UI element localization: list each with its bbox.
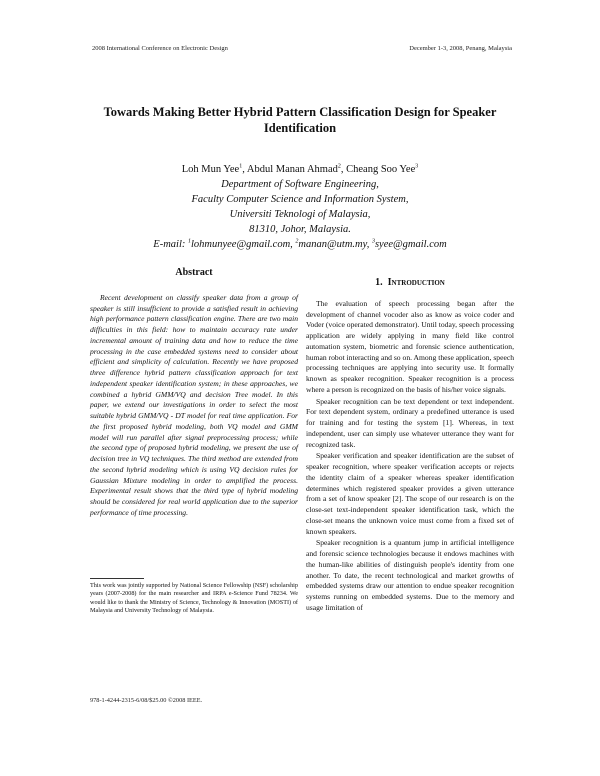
right-column <box>306 268 514 615</box>
intro-paragraph-3: Speaker verification and speaker identification are the subset of speaker recognition, where speaker verification accepts or rejects the identity claim of a speaker whereas speaker identification determines which registered speaker provides a given utterance from a set of know speaker [2]. The scope of our research is on the close-set text-independent speaker identification task, which the close-set means the unknown voice must come from a fixed set of known speakers. <box>306 451 514 536</box>
abstract-body: Recent development on classify speaker data from a group of speaker is still insufficient to provide a satisfied result in achieving high performance pattern classification engine. There are two main difficulties in this field: how to maintain accuracy rate under incremental amount of training data and how to reduce the time processing in the case embedded systems need to consider about efficient and simplicity of calculation. Recently we have proposed three difference hybrid pattern classification approach for text independent speaker identification system; in these approaches, we combined a hybrid GMM/VQ and decision Tree model. In this paper, we extend our investigations in order to select the most suitable hybrid GMM/VQ - DT model for real time application. For the first proposed hybrid modeling, both VQ model and GMM model will run parallel after signal preprocessing process; while the second type of proposed hybrid modeling, we present the use of decision tree in VQ techniques. The third method are extended from the second hybrid modeling which is using VQ decision rules for Gaussian Mixture modeling in order to amplified the process. Experimental result shows that the third type of hybrid modeling should be considered for real world application due to the superior performance of time processing. <box>90 292 298 517</box>
section-heading-introduction: 1. Introduction <box>375 277 445 288</box>
author-emails: E-mail: $^1$lohmunyee@gmail.com, $^2$manan@utm.my, $^3$syee@gmail.com <box>153 238 447 250</box>
intro-paragraph-1: The evaluation of speech processing began after the development of channel vocoder also as know as voice coder and Voder (voice operated demonstrator). Until today, speech processing application are widely applying in many field like control automation system, biometric and forensic science authentication, human robot interacting and so on. Among these application, speech processing techniques are applying into security use. It formally known as speaker recognition. Speaker recognition is a process where a person is recognized on the basis of his/her voice signals. <box>306 298 514 394</box>
paper-title: Towards Making Better Hybrid Pattern Classification Design for Speaker Identification <box>103 105 497 135</box>
affiliation-city: 81310, Johor, Malaysia. <box>249 224 351 235</box>
affiliation-dept: Department of Software Engineering, <box>221 179 379 190</box>
author-1: Loh Mun Yee <box>181 164 240 175</box>
author-3: Cheang Soo Yee <box>346 164 416 175</box>
author-2: Abdul Manan Ahmad <box>246 164 338 175</box>
abstract-heading: Abstract <box>175 267 213 278</box>
running-header-right: December 1-3, 2008, Penang, Malaysia <box>409 45 512 52</box>
intro-paragraph-4: Speaker recognition is a quantum jump in artificial intelligence and forensic science technologies because it endows machines with the human-like abilities of distinguish people's identity from one another. To date, the recent technological and market growths of embedded systems draw our attention to endue speaker recognition systems running on embedded systems. Due to the memory and usage limitation of <box>306 538 514 612</box>
author-block <box>100 162 500 252</box>
footnote-rule <box>90 578 144 579</box>
affiliation-university: Universiti Teknologi of Malaysia, <box>229 209 371 220</box>
footnote: This work was jointly supported by National Science Fellowship (NSF) scholarship years (2007-2008) for the main researcher and IRPA e-Science Fund 78234. We would like to thank the Ministry of Science, Technology & Innovation (MOSTI) of Malaysia and University Technology of Malaysia. <box>90 582 298 615</box>
affiliation-faculty: Faculty Computer Science and Information System, <box>191 194 409 205</box>
footer-isbn: 978-1-4244-2315-6/08/$25.00 ©2008 IEEE. <box>90 697 203 704</box>
running-header-left: 2008 International Conference on Electronic Design <box>92 45 228 52</box>
left-column <box>90 268 298 519</box>
intro-paragraph-2: Speaker recognition can be text dependent or text independent. For text dependent system, ordinary a predefined utterance is used for training and for testing the system [1]. Whereas, in text independent, user can simply use whatever utterance they want for recognized task. <box>306 396 514 449</box>
author-names: Loh Mun Yee$^1$, Abdul Manan Ahmad$^2$, Cheang Soo Yee$^3$ <box>181 163 419 175</box>
